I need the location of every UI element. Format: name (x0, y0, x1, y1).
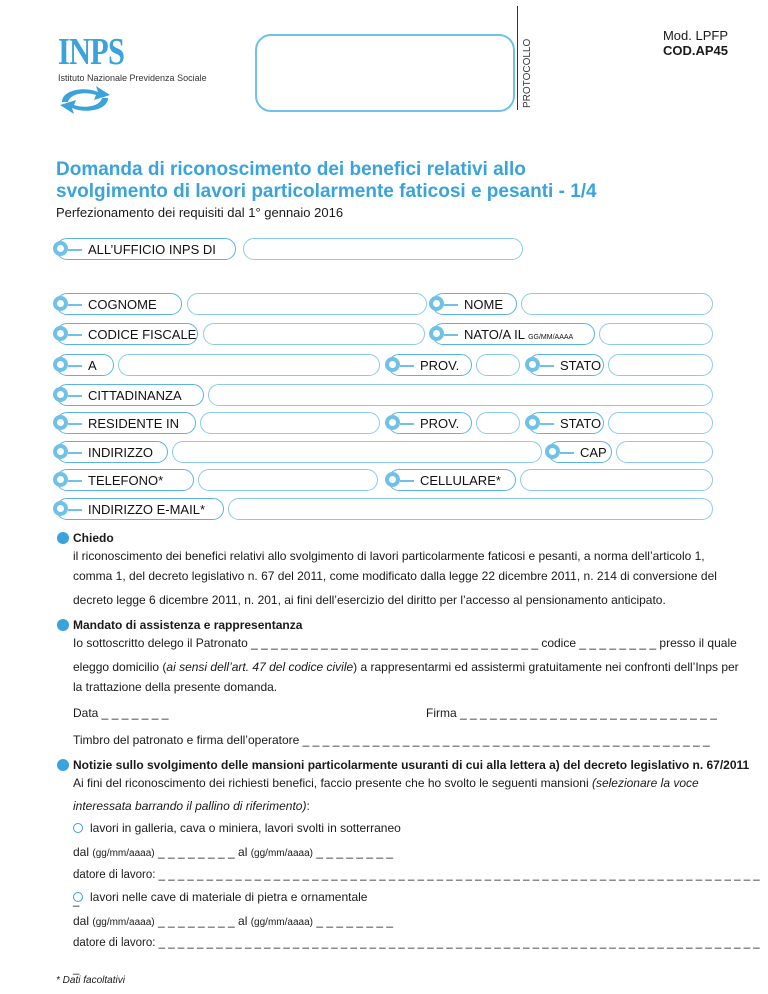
mandato-line1: Io sottoscritto delego il Patronato _ _ _ _ _ _ _ _ _ _ _ _ _ _ _ _ _ _ _ _ _ _ _ _ _ _ _ _ _ codice _ _ _ _ _ _ _ _ presso il quale (73, 636, 737, 650)
protocol-label: PROTOCOLLO (522, 38, 533, 108)
code-label: COD.AP45 (662, 43, 728, 58)
al-label: al (238, 845, 248, 859)
notizie-line1-text: Ai fini del riconoscimento dei richiesti benefici, faccio presente che ho svolto le seguenti mansioni (73, 776, 592, 790)
institute-name: Istituto Nazionale Previdenza Sociale (58, 73, 207, 83)
label-prov-residenza-text: PROV. (420, 416, 460, 431)
option2-radio[interactable] (73, 892, 83, 902)
blank-date: _ _ _ _ _ _ _ _ (157, 914, 235, 928)
option1-radio[interactable] (73, 823, 83, 833)
email-input[interactable] (228, 498, 713, 520)
mandato-line2-part3: ) a rappresentarmi ed assistermi gratuitamente nei confronti dell’Inps per (353, 660, 739, 674)
notizie-line2-italic: interessata barrando il pallino di riferimento) (73, 799, 307, 813)
label-cellulare-text: CELLULARE* (420, 473, 501, 488)
label-cognome-text: COGNOME (88, 297, 157, 312)
notizie-bullet (57, 759, 69, 771)
stato-input[interactable] (608, 354, 713, 376)
stato-residenza-input[interactable] (608, 412, 713, 434)
label-a (56, 354, 114, 376)
indirizzo-input[interactable] (172, 441, 542, 463)
label-prov-residenza (388, 412, 472, 434)
label-telefono-text: TELEFONO* (88, 473, 164, 488)
date-format: (gg/mm/aaaa) (250, 917, 313, 928)
blank-date: _ _ _ _ _ _ _ _ (316, 845, 394, 859)
label-cap-text: CAP (580, 445, 607, 460)
mandato-line3: la trattazione della presente domanda. (73, 680, 278, 694)
label-cap (548, 441, 612, 463)
telefono-input[interactable] (198, 469, 378, 491)
chiedo-line2: comma 1, del decreto legislativo n. 67 del 2011, come modificato dalla legge 22 dicembre 2011, n. 214 di conversione del (73, 569, 717, 583)
mandato-firma[interactable]: Firma _ _ _ _ _ _ _ _ _ _ _ _ _ _ _ _ _ _ _ _ _ _ _ _ _ _ (426, 706, 717, 720)
label-cognome (56, 293, 182, 315)
option2-label: lavori nelle cave di materiale di pietra e ornamentale (90, 890, 368, 904)
chiedo-heading: Chiedo (73, 531, 114, 545)
cognome-input[interactable] (187, 293, 427, 315)
nato-il-input[interactable] (599, 323, 713, 345)
label-nome (432, 293, 517, 315)
dal-label: dal (73, 914, 90, 928)
label-telefono (56, 469, 194, 491)
label-a-text: A (88, 358, 97, 373)
codice-fiscale-input[interactable] (203, 323, 425, 345)
option1-datore[interactable]: datore di lavoro: _ _ _ _ _ _ _ _ _ _ _ _ _ _ _ _ _ _ _ _ _ _ _ _ _ _ _ _ _ _ _ _ _ _ _ _ _ _ _ _ _ _ _ _ _ _ _ _ _ _ _ _ _ _ _ _ _ _ _ _ _ _ _ _ (73, 869, 760, 907)
chiedo-line3: decreto legge 6 dicembre 2011, n. 201, ai fini dell’esercizio del diritto per l’accesso al pensionamento anticipato. (73, 593, 666, 607)
label-ufficio (56, 238, 236, 260)
luogo-nascita-input[interactable] (118, 354, 380, 376)
inps-logo: INPS (58, 31, 125, 73)
inps-arrows-logo-icon (54, 82, 116, 118)
chiedo-line1: il riconoscimento dei benefici relativi allo svolgimento di lavori particolarmente faticosi e pesanti, a norma dell’articolo 1, (73, 549, 705, 563)
mandato-bullet (57, 619, 69, 631)
form-title-line2: svolgimento di lavori particolarmente faticosi e pesanti - 1/4 (56, 181, 597, 202)
footnote: * Dati facoltativi (56, 975, 125, 986)
label-cittadinanza-text: CITTADINANZA (88, 388, 182, 403)
form-subtitle: Perfezionamento dei requisiti dal 1° gennaio 2016 (56, 205, 344, 220)
mandato-line2-part1: eleggo domicilio ( (73, 660, 167, 674)
label-prov (388, 354, 472, 376)
notizie-line2-colon: : (306, 799, 310, 813)
al-label: al (238, 914, 248, 928)
prov-input[interactable] (476, 354, 520, 376)
dal-label: dal (73, 845, 90, 859)
label-indirizzo-text: INDIRIZZO (88, 445, 153, 460)
label-stato-residenza (528, 412, 604, 434)
label-stato-text: STATO (560, 358, 602, 373)
date-format: (gg/mm/aaaa) (250, 848, 313, 859)
prov-residenza-input[interactable] (476, 412, 520, 434)
cellulare-input[interactable] (520, 469, 713, 491)
notizie-line1-italic: (selezionare la voce (591, 776, 699, 790)
mandato-data[interactable]: Data _ _ _ _ _ _ _ (73, 706, 169, 720)
label-codice-fiscale-text: CODICE FISCALE (88, 327, 197, 342)
mandato-heading: Mandato di assistenza e rappresentanza (73, 618, 303, 632)
label-date-format: GG/MM/AAAA (528, 334, 574, 341)
label-indirizzo (56, 441, 168, 463)
date-format: (gg/mm/aaaa) (92, 848, 155, 859)
cittadinanza-input[interactable] (208, 384, 713, 406)
label-nato-il-text: NATO/A IL (464, 327, 525, 342)
blank-date: _ _ _ _ _ _ _ _ (157, 845, 235, 859)
label-residente-in (56, 412, 196, 434)
chiedo-bullet (57, 532, 69, 544)
label-residente-in-text: RESIDENTE IN (88, 416, 180, 431)
label-ufficio-text: ALL’UFFICIO INPS DI (88, 242, 216, 257)
protocol-divider (517, 6, 518, 110)
cap-input[interactable] (616, 441, 713, 463)
blank-date: _ _ _ _ _ _ _ _ (316, 914, 394, 928)
nome-input[interactable] (521, 293, 713, 315)
ufficio-input[interactable] (243, 238, 523, 260)
mandato-line2-italic: ai sensi dell’art. 47 del codice civile (166, 660, 354, 674)
form-title-line1: Domanda di riconoscimento dei benefici relativi allo (56, 159, 526, 180)
option2-datore[interactable]: datore di lavoro: _ _ _ _ _ _ _ _ _ _ _ _ _ _ _ _ _ _ _ _ _ _ _ _ _ _ _ _ _ _ _ _ _ _ _ _ _ _ _ _ _ _ _ _ _ _ _ _ _ _ _ _ _ _ _ _ _ _ _ _ _ _ _ _ (73, 937, 760, 975)
protocol-box (255, 34, 515, 112)
mod-label: Mod. LPFP (662, 28, 728, 43)
residente-input[interactable] (200, 412, 380, 434)
label-cellulare (388, 469, 516, 491)
label-nome-text: NOME (464, 297, 503, 312)
mandato-timbro[interactable]: Timbro del patronato e firma dell’operatore _ _ _ _ _ _ _ _ _ _ _ _ _ _ _ _ _ _ _ _ _ _ _ _ _ _ _ _ _ _ _ _ _ _ _ _ _ _ _ _ _ (73, 733, 710, 747)
option1-label: lavori in galleria, cava o miniera, lavori svolti in sotterraneo (90, 821, 401, 835)
label-stato-residenza-text: STATO (560, 416, 602, 431)
label-prov-text: PROV. (420, 358, 460, 373)
label-email-text: INDIRIZZO E-MAIL* (88, 502, 206, 517)
notizie-heading: Notizie sullo svolgimento delle mansioni particolarmente usuranti di cui alla lettera a) del decreto legislativo n. 67/2011 (73, 758, 750, 772)
label-stato (528, 354, 604, 376)
label-email (56, 498, 224, 520)
label-nato-il (432, 323, 595, 345)
date-format: (gg/mm/aaaa) (92, 917, 155, 928)
label-codice-fiscale (56, 323, 198, 345)
label-cittadinanza (56, 384, 204, 406)
